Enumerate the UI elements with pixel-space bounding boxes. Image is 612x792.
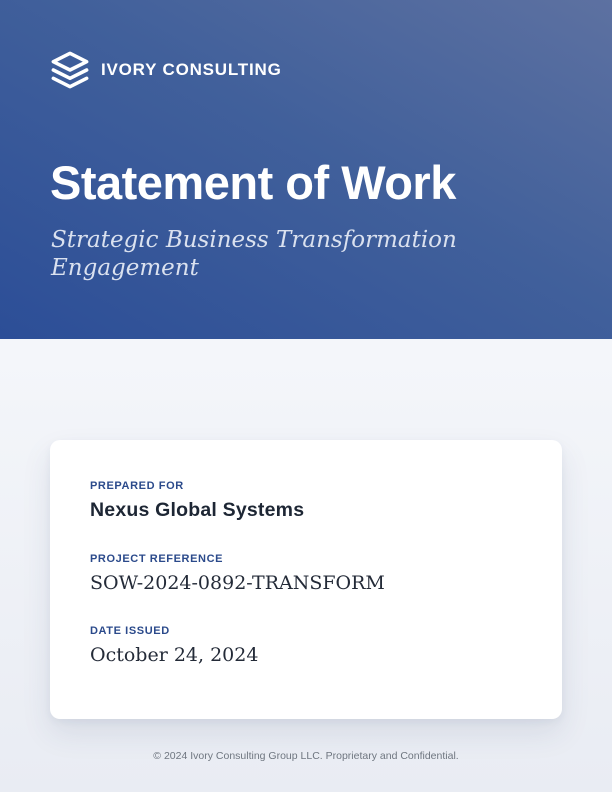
layers-icon xyxy=(50,50,90,90)
field-label: PREPARED FOR xyxy=(90,480,184,492)
hero-banner xyxy=(0,0,612,339)
field-project-reference xyxy=(90,553,522,594)
field-label: PROJECT REFERENCE xyxy=(90,553,224,565)
field-date-issued xyxy=(90,625,522,666)
footer-copyright: © 2024 Ivory Consulting Group LLC. Proprietary and Confidential. xyxy=(153,750,459,762)
page-subtitle: Strategic Business Transformation Engagement xyxy=(51,227,457,282)
field-value-client-name: Nexus Global Systems xyxy=(90,499,305,521)
field-prepared-for xyxy=(90,480,522,522)
brand-logo xyxy=(50,50,282,90)
document-info-card xyxy=(50,440,562,719)
field-value-project-reference: SOW-2024-0892-TRANSFORM xyxy=(90,572,385,594)
brand-name: IVORY CONSULTING xyxy=(101,60,282,79)
field-label: DATE ISSUED xyxy=(90,625,170,637)
page-title: Statement of Work xyxy=(50,156,456,209)
field-value-date-issued: October 24, 2024 xyxy=(90,644,259,666)
